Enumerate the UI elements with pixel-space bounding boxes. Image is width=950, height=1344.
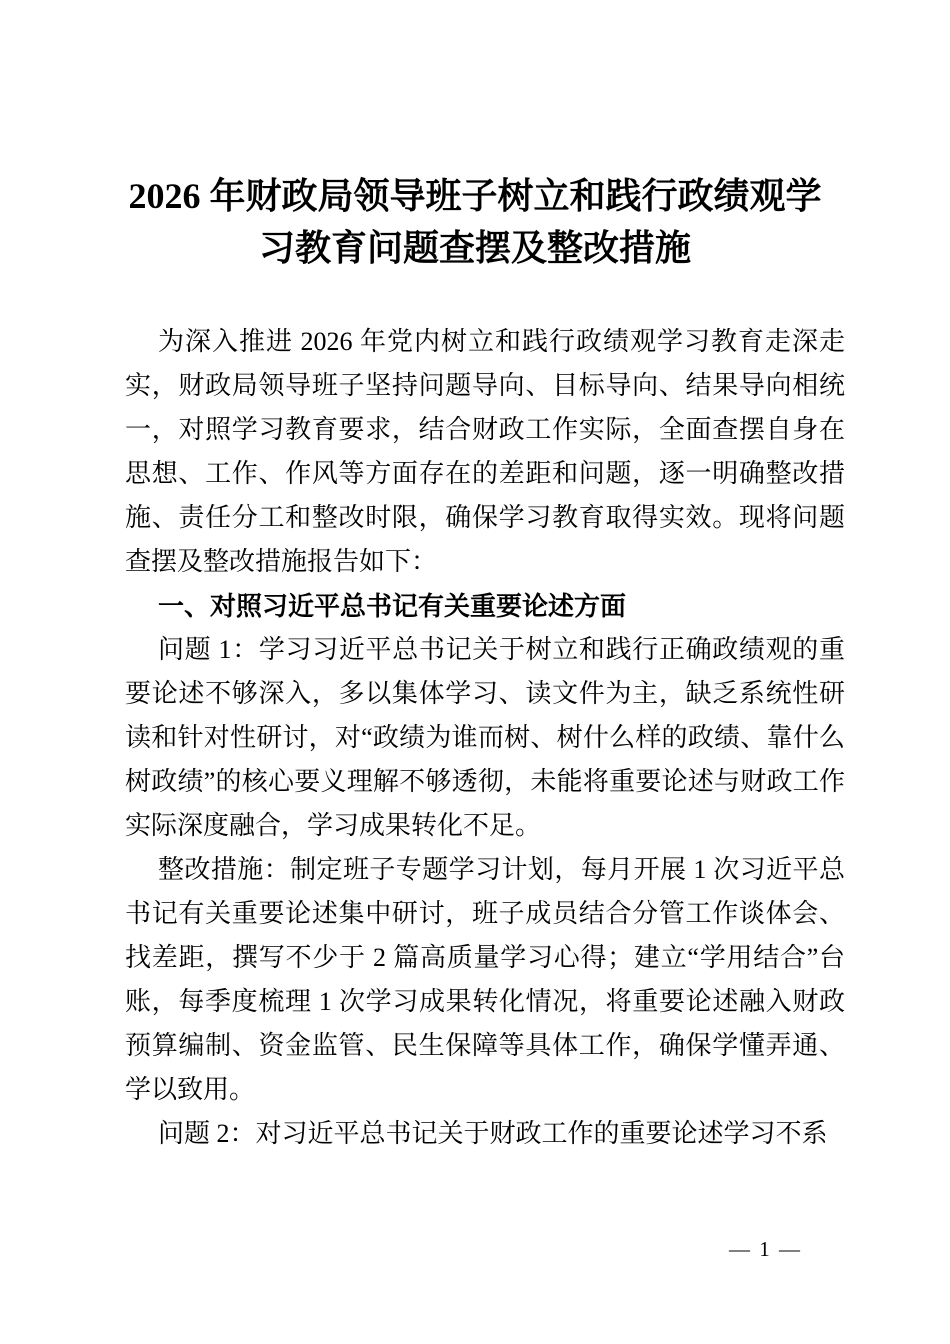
problem-1-paragraph: 问题 1：学习习近平总书记关于树立和践行正确政绩观的重要论述不够深入，多以集体学习、读文件为主，缺乏系统性研读和针对性研讨，对“政绩为谁而树、树什么样的政绩、靠什么树政绩”的核心要义理解不够透彻，未能将重要论述与财政工作实际深度融合，学习成果转化不足。 [125, 635, 845, 840]
intro-paragraph: 为深入推进 2026 年党内树立和践行政绩观学习教育走深走实，财政局领导班子坚持问题导向、目标导向、结果导向相统一，对照学习教育要求，结合财政工作实际，全面查摆自身在思想、工作、作风等方面存在的差距和问题，逐一明确整改措施、责任分工和整改时限，确保学习教育取得实效。现将问题查摆及整改措施报告如下： [125, 327, 845, 576]
document-body [0, 320, 950, 1156]
document-title [0, 0, 950, 274]
problem-2-paragraph: 问题 2：对习近平总书记关于财政工作的重要论述学习不系 [158, 1119, 828, 1148]
measure-1-paragraph: 整改措施：制定班子专题学习计划，每月开展 1 次习近平总书记有关重要论述集中研讨，班子成员结合分管工作谈体会、找差距，撰写不少于 2 篇高质量学习心得；建立“学用结合”台账，每季度梳理 1 次学习成果转化情况，将重要论述融入财政预算编制、资金监管、民生保障等具体工作，确保学懂弄通、学以致用。 [125, 855, 845, 1104]
page-number: — 1 — [729, 1237, 802, 1261]
document-title-line-2: 习教育问题查摆及整改措施 [258, 228, 691, 268]
document-title-line-1: 2026 年财政局领导班子树立和践行政绩观学 [128, 176, 822, 216]
section-1-heading: 一、对照习近平总书记有关重要论述方面 [158, 591, 627, 621]
